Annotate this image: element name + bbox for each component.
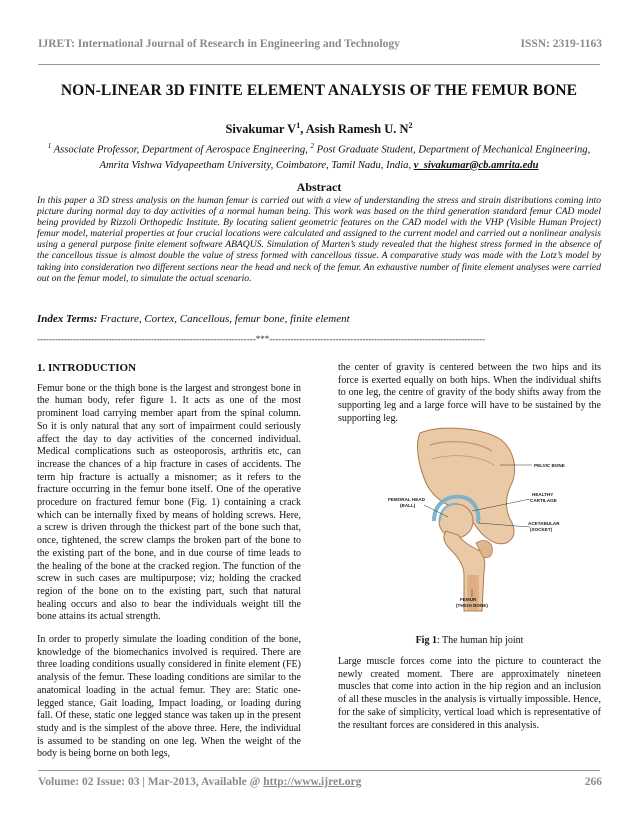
figure-caption-text: : The human hip joint xyxy=(436,635,524,646)
label-socket: (SOCKET) xyxy=(530,527,553,532)
index-terms-text: Fracture, Cortex, Cancellous, femur bone, finite element xyxy=(97,313,350,325)
label-acetabular: ACETABULAR xyxy=(528,521,560,526)
author-email-link[interactable]: v_sivakumar@cb.amrita.edu xyxy=(413,159,539,171)
issn-header: ISSN: 2319-1163 xyxy=(520,38,602,50)
label-thigh-bone: (THIGH BONE) xyxy=(456,603,488,608)
affil-text-1: Associate Professor, Department of Aerospace Engineering, xyxy=(51,144,311,156)
footer-rule xyxy=(38,770,600,771)
footer-volume xyxy=(38,776,361,788)
label-femoral-head: FEMORAL HEAD xyxy=(388,497,425,502)
authors xyxy=(30,121,608,137)
label-ball: (BALL) xyxy=(400,503,416,508)
index-terms xyxy=(37,313,350,325)
intro-paragraph-1: Femur bone or the thigh bone is the largest and strongest bone in the human body, refer figure 1. It acts as one of the most prominent load carrying member apart from the spinal column. So it is only natural that any sort of impairment could seriously affect the day to day activities of the concerned individual. Medical complications such as osteoporosis, arthritis etc, can increase the chances of a hip fracture in cases of accidents. The term hip fracture is actually a misnomer; as it refers to the fracture occurring in the femur bone itself. One of the operative procedure on fractured femur bone (Fig. 1) containing a crack which can be internally fixed by means of holding screws. Here, a screw is driven through the thickest part of the bone such that, once, tightened, the screw clamps the broken part of the bone to the existing part of the bone, and in due course of time leads to the healing of the bone at the cracked region. The function of the screw in such cases are multipurpose; viz; holding the cracked region of the bone on to the existing part, such that natural healing occurs and also to bear the individuals weight till the bone attains its actual strength. xyxy=(37,382,301,623)
index-terms-label: Index Terms: xyxy=(37,313,98,325)
right-column-bottom xyxy=(338,656,601,742)
left-column xyxy=(37,362,301,771)
affil-sup-1: 1 xyxy=(47,142,52,150)
paper-title: NON-LINEAR 3D FINITE ELEMENT ANALYSIS OF THE FEMUR BONE xyxy=(60,82,578,99)
figure-caption xyxy=(338,635,601,646)
page-number: 266 xyxy=(584,776,602,788)
author-name-2: , Asish Ramesh U. N xyxy=(300,122,409,137)
label-pelvic-bone: PELVIC BONE xyxy=(534,463,565,468)
right-paragraph-1: the center of gravity is centered between the two hips and its force is exerted equally on both hips. When the individual shifts to one leg, the centre of gravity of the body shifts away from the supporting leg and a large force will have to be sustained by the supporting leg. xyxy=(338,362,601,424)
author-sup-2: 2 xyxy=(408,121,413,130)
label-femur: FEMUR xyxy=(460,597,477,602)
figure-caption-label: Fig 1 xyxy=(415,635,437,646)
footer-link[interactable]: http://www.ijret.org xyxy=(263,776,362,788)
hip-joint-figure xyxy=(360,425,576,615)
affil-sup-2: 2 xyxy=(310,142,314,150)
label-cartilage: CARTILAGE xyxy=(530,498,557,503)
footer-text: Volume: 02 Issue: 03 | Mar-2013, Available @ xyxy=(38,776,264,788)
label-healthy: HEALTHY xyxy=(532,492,554,497)
right-paragraph-2: Large muscle forces come into the picture to counteract the newly created moment. There are approximately nineteen muscles that come into action in the hip region and an inclusion of all these muscles in the analysis is virtually impossible. Hence, for the sake of simplicity, vertical load which is representative of the resultant forces are considered in this analysis. xyxy=(338,656,601,731)
abstract-heading: Abstract xyxy=(296,180,342,194)
affil-text-2: Post Graduate Student, Department of Mechanical Engineering, Amrita Vishwa Vidyapeetham University, Coimbatore, Tamil Nadu, India, xyxy=(99,144,591,171)
journal-header: IJRET: International Journal of Research in Engineering and Technology xyxy=(38,38,400,50)
abstract-text: In this paper a 3D stress analysis on the human femur is carried out with a view of understanding the stress and strain distributions coming into picture during normal day to day activities of a normal human being. This work was based on the third generation standard femur CAD model being provided by Rizzoli Orthopedic Institute. By locating salient geometric features on the CAD model with the VHP (Visible Human Project) femur model, material properties at four crucial locations were calculated and assigned to the current model and carried out a nonlinear analysis using a general purpose finite element software ABAQUS. Simulation of Marten’s study revealed that the highest stress formed in the absence of the cancellous tissue is almost double the value of stress formed with cancellous tissue. A comparative study was made with the Lotz’s model by taking into consideration two different sections near the head and neck of the femur. An exhaustive number of finite element analyses were carried out on the femur model, to simulate the actual scenario. xyxy=(37,195,601,284)
section-heading-introduction: 1. INTRODUCTION xyxy=(37,362,137,374)
author-sup-1: 1 xyxy=(296,121,301,130)
author-name-1: Sivakumar V xyxy=(225,122,297,137)
header-rule xyxy=(38,64,600,65)
section-separator: -------------------------------------------------------------------------***------------------------------------------------------------------------ xyxy=(37,334,486,344)
affiliation xyxy=(36,139,602,173)
intro-paragraph-2: In order to properly simulate the loading condition of the bone, knowledge of the biomechanics involved is required. There are three loading conditions usually considered in finite element (FE) analysis of the femur. These loading conditions are similar to the anatomical loading in the actual femur. They are: Static one-legged stance, Gait loading, Impact loading, or loading during fall. Of these, static one legged stance was taken up in the present study and is the simplest of the above three. Here, the individual is assumed to be standing on one leg. When the weight of the body is being borne on both legs, xyxy=(37,634,301,760)
